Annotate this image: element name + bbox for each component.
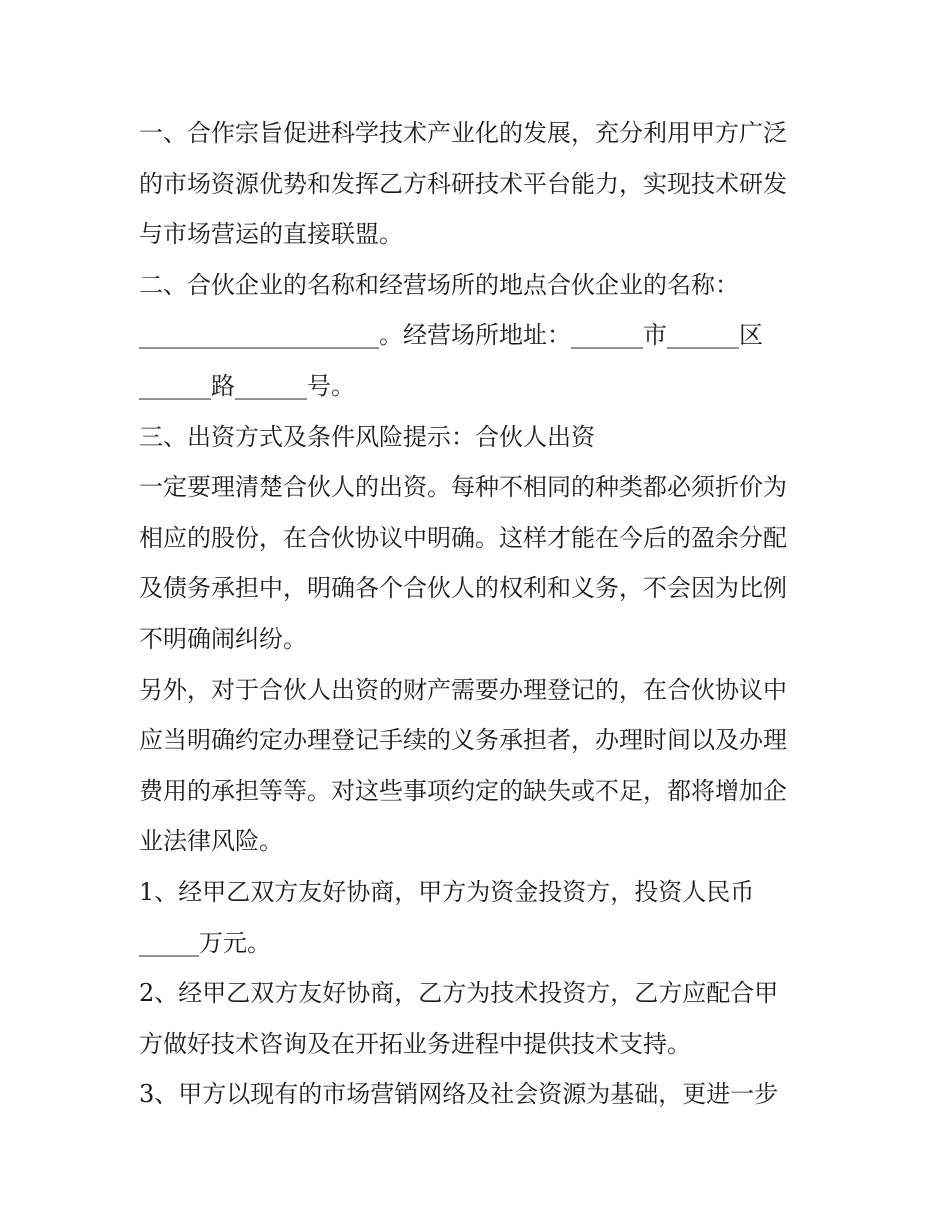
document-body [139, 108, 819, 1120]
text-line: 相应的股份，在合伙协议中明确。这样才能在今后的盈余分配 [139, 523, 787, 552]
text-line: ____________________。经营场所地址：______市______区 [139, 321, 763, 350]
text-line: 另外，对于合伙人出资的财产需要办理登记的，在合伙协议中 [139, 675, 787, 704]
section-heading: 二、合伙企业的名称和经营场所的地点合伙企业的名称： [139, 270, 739, 299]
text-line: 方做好技术咨询及在开拓业务进程中提供技术支持。 [139, 1029, 691, 1058]
text-line: _____万元。 [139, 928, 271, 957]
text-line: 费用的承担等等。对这些事项约定的缺失或不足，都将增加企 [139, 776, 787, 805]
text-line: 一定要理清楚合伙人的出资。每种不相同的种类都必须折价为 [139, 473, 787, 502]
text-line: ______路______号。 [139, 371, 355, 400]
text-line: 一、合作宗旨促进科学技术产业化的发展，充分利用甲方广泛 [139, 119, 787, 147]
list-item: 2、经甲乙双方友好协商，乙方为技术投资方，乙方应配合甲 [139, 979, 779, 1008]
text-line: 的市场资源优势和发挥乙方科研技术平台能力，实现技术研发 [139, 169, 787, 198]
text-line: 应当明确约定办理登记手续的义务承担者，办理时间以及办理 [139, 726, 787, 755]
list-item: 3、甲方以现有的市场营销网络及社会资源为基础，更进一步 [139, 1080, 779, 1109]
text-line: 业法律风险。 [139, 827, 283, 856]
text-line: 与市场营运的直接联盟。 [139, 220, 403, 249]
section-heading: 三、出资方式及条件风险提示：合伙人出资 [139, 422, 595, 451]
list-item: 1、经甲乙双方友好协商，甲方为资金投资方，投资人民币 [139, 877, 755, 906]
text-line: 不明确闹纠纷。 [139, 624, 307, 653]
text-line: 及债务承担中，明确各个合伙人的权利和义务，不会因为比例 [139, 574, 787, 603]
